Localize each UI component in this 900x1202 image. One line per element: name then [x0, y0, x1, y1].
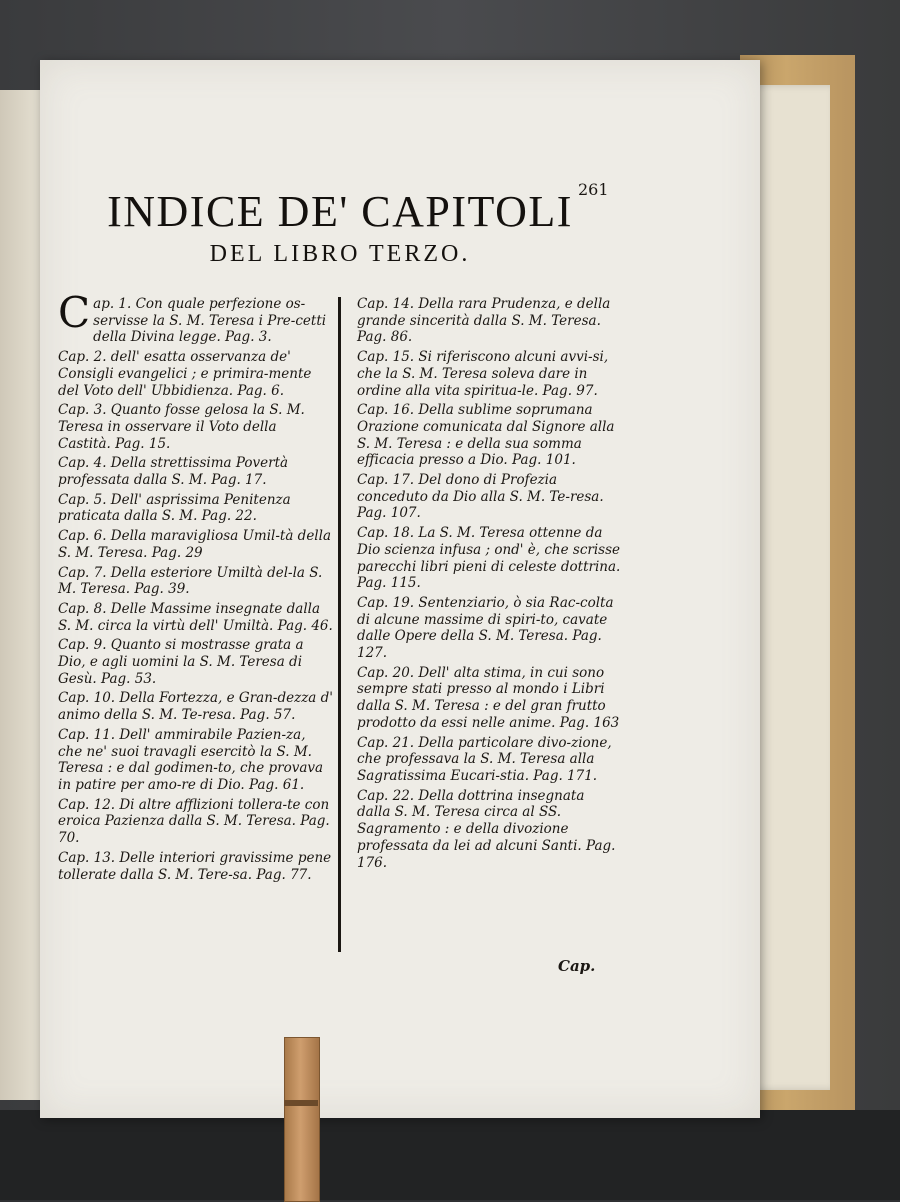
chapter-entry: Cap. 21. Della particolare divo-zione, che professava la S. M. Teresa alla Sagratissima Eucari-stia. Pag. 171.	[357, 734, 612, 784]
column-divider	[338, 297, 341, 952]
catchword: Cap.	[558, 957, 596, 975]
chapter-entry: Cap. 20. Dell' alta stima, in cui sono sempre stati presso al mondo i Libri dalla S. M. Teresa : e del gran frutto prodotto da essi nelle anime. Pag. 163	[357, 664, 620, 731]
chapter-entry: Cap. 14. Della rara Prudenza, e della grande sincerità dalla S. M. Teresa. Pag. 86.	[357, 296, 611, 346]
chapter-entry: Cap. 15. Si riferiscono alcuni avvi-si, che la S. M. Teresa soleva dare in ordine alla vita spiritua-le. Pag. 97.	[357, 349, 609, 399]
chapter-entry: Cap. 22. Della dottrina insegnata dalla S. M. Teresa circa al SS. Sagramento : e della divozione professata da lei ad alcuni Santi. Pag. 176.	[357, 787, 616, 871]
chapter-entry	[58, 288, 333, 346]
chapter-entry: Cap. 5. Dell' asprissima Penitenza praticata dalla S. M. Pag. 22.	[58, 491, 291, 525]
clip-groove	[284, 1100, 318, 1106]
chapter-entry: Cap. 6. Della maravigliosa Umil-tà della S. M. Teresa. Pag. 29	[58, 528, 331, 561]
left-column	[58, 288, 334, 886]
page-number: 261	[578, 180, 609, 199]
index-title: INDICE DE' CAPITOLI	[107, 187, 573, 236]
chapter-entry: Cap. 8. Delle Massime insegnate dalla S. M. circa la virtù dell' Umiltà. Pag. 46.	[58, 600, 333, 634]
chapter-entry: Cap. 10. Della Fortezza, e Gran-dezza d' animo della S. M. Te-resa. Pag. 57.	[58, 690, 334, 724]
chapter-entry: Cap. 2. dell' esatta osservanza de' Consigli evangelici ; e primira-mente del Voto dell' Ubbidienza. Pag. 6.	[58, 349, 312, 399]
chapter-entry: Cap. 4. Della strettissima Povertà professata dalla S. M. Pag. 17.	[58, 455, 289, 489]
chapter-entry: Cap. 3. Quanto fosse gelosa la S. M. Teresa in osservare il Voto della Castità. Pag. 15.	[58, 402, 305, 452]
bottom-shadow	[0, 1110, 900, 1200]
rear-page-edge	[752, 85, 830, 1090]
chapter-entry: Cap. 12. Di altre afflizioni tollera-te con eroica Pazienza dalla S. M. Teresa. Pag. 70.	[58, 796, 330, 847]
chapter-entry: Cap. 13. Delle interiori gravissime pene tollerate dalla S. M. Tere-sa. Pag. 77.	[58, 849, 332, 883]
chapter-entry: Cap. 11. Dell' ammirabile Pazien-za, che ne' suoi travagli esercitò la S. M. Teresa : e dal godimen-to, che provava in patire per amo-re di Dio. Pag. 61.	[58, 726, 324, 793]
chapter-entry: Cap. 7. Della esteriore Umiltà del-la S. M. Teresa. Pag. 39.	[58, 564, 323, 598]
index-subtitle: DEL LIBRO TERZO.	[209, 241, 471, 267]
wooden-clip	[284, 1037, 320, 1202]
chapter-entry: Cap. 9. Quanto si mostrasse grata a Dio, e agli uomini la S. M. Teresa di Gesù. Pag. 53.	[58, 637, 304, 687]
right-column	[357, 296, 622, 874]
chapter-text: ap. 1. Con quale perfezione os-servisse la S. M. Teresa i Pre-cetti della Divina legge. Pag. 3.	[93, 296, 327, 346]
chapter-entry: Cap. 16. Della sublime soprumana Orazione comunicata dal Signore alla S. M. Teresa : e della sua somma efficacia presso a Dio. Pag. 101.	[357, 402, 615, 469]
chapter-entry: Cap. 19. Sentenziario, ò sia Rac-colta di alcune massime di spiri-to, cavate dalle Opere della S. M. Teresa. Pag. 127.	[357, 594, 614, 662]
drop-cap: C	[58, 288, 91, 337]
chapter-entry: Cap. 17. Del dono di Profezia conceduto da Dio alla S. M. Te-resa. Pag. 107.	[357, 472, 604, 522]
chapter-entry: Cap. 18. La S. M. Teresa ottenne da Dio scienza infusa ; ond' è, che scrisse parecchi libri pieni di celeste dottrina. Pag. 115.	[357, 525, 621, 592]
